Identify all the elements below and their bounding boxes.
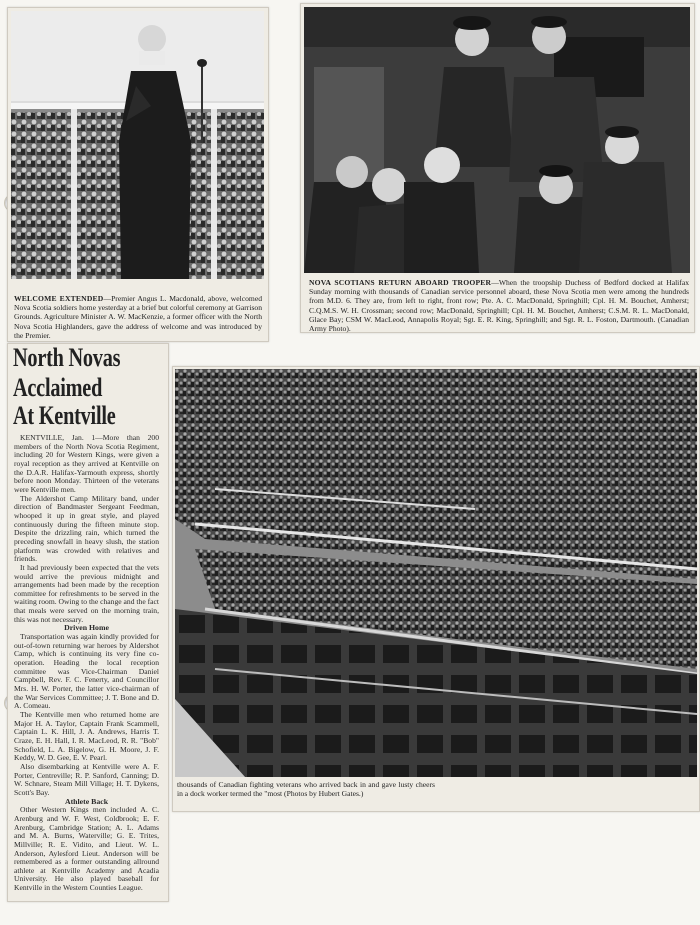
article-paragraph-7: Other Western Kings men included A. C. Arenburg and W. F. West, Coldbrook; E. F. Arenburg, Cambridge Station; A. L. Adams and M. A. Burns, Waterville; G. E. Trites, Millville; R. E. Vidito, and Lieut. W. L. Anderson, Aylesford Lieut. Anderson will be remembered as a former outstanding allround athlete at Kentville Academy and Acadia University. He also played baseball for Kentville in the Western Counties League.: [14, 805, 159, 893]
article-body: [14, 434, 159, 893]
article-paragraph-4: Transportation was again kindly provided for out-of-town returning war heroes by Aldershot Camp, which is continuing its very fine co-operation. Heading the local reception committee was Vice-Chairman Daniel Campbell, Rev. F. C. Fenerty, and Councillor Mrs. H. W. Porter, the latter vice-chairman of the War Services Committee; J. T. Bone and D. A. Comeau.: [14, 632, 159, 711]
article-paragraph-6: Also disembarking at Kentville were A. F. Porter, Centreville; R. P. Sanford, Canning; D. W. Schnare, Steam Mill Village; H. T. Dykens, Scott's Bay.: [14, 761, 159, 797]
clipping-article: [7, 343, 169, 902]
ship-caption-text: thousands of Canadian fighting veterans who arrived back in and gave lusty cheers in a dock worker termed the "most (Photos by Hubert Gates.): [177, 780, 435, 799]
clipping-soldiers: [300, 3, 695, 333]
article-paragraph-3: It had previously been expected that the vets would arrive the previous midnight and arrangements had been made by the reception committee for refreshments to be served in the waiting room. Owing to the change and the fact that meals were served on the morning train, this was not necessary.: [14, 562, 159, 624]
article-headline-line-3: At Kentville: [13, 401, 116, 430]
ship-photo: [175, 369, 697, 777]
premier-caption-text: —Premier Angus L. Macdonald, above, welcomed Nova Scotia soldiers home yesterday at a brief but colorful ceremony at Garrison Grounds. Agriculture Minister A. W. MacKenzie, a former officer with the North Nova Scotia Highlanders, gave the address of welcome and was introduced by the Premier.: [14, 294, 262, 340]
premier-photo: [11, 11, 264, 279]
article-subhead-athlete-back: Athlete Back: [64, 796, 109, 806]
soldiers-caption: [309, 278, 689, 333]
soldiers-photo: [304, 7, 690, 273]
soldiers-caption-lead: NOVA SCOTIANS RETURN ABOARD TROOPER: [309, 278, 492, 287]
clipping-ship: [172, 366, 700, 812]
article-paragraph-1: KENTVILLE, Jan. 1—More than 200 members of the North Nova Scotia Regiment, including 20 for Western Kings, were given a royal reception as they arrived at Kentville on the D.A.R. Halifax-Yarmouth express, shortly before noon Monday. Thirteen of the veterans were Kentville men.: [14, 433, 159, 494]
article-subhead-driven-home: Driven Home: [64, 623, 109, 633]
premier-caption: [14, 294, 262, 340]
article-headline-line-2: Acclaimed: [13, 373, 103, 402]
premier-caption-lead: WELCOME EXTENDED: [14, 294, 104, 303]
soldiers-caption-text: —When the troopship Duchess of Bedford docked at Halifax Sunday morning with thousands of Canadian service personnel aboard, these Nova Scotia men were among the hundreds from M.D. 6. They are, from left to right, front row; Pte. A. C. MacDonald, Springhill; Cpl. H. M. Bouchet, Amherst; C.Q.M.S. W. H. Crossman; second row; MacDonald, Springhill; Cpl. H. M. Bouchet, Amherst; C.S.M. R. L. MacDonald, Glace Bay; CSM W. MacLeod, Annapolis Royal; Sgt. E. R. King, Springhill; and Sgt. R. L. Foston, Dartmouth. (Canadian Army Photo).: [309, 278, 689, 334]
article-paragraph-5: The Kentville men who returned home are Major H. A. Taylor, Captain Frank Scammell, Captain L. K. Hill, J. A. Andrews, Harris T. Craze, E. H. Hall, I. R. MacLeod, R. R. "Bob" Schofield, L. A. Bigelow, G. H. Moore, J. F. Keddy, W. D. Gee, E. V. Pearl.: [14, 710, 159, 763]
ship-caption: [177, 780, 435, 798]
article-headline-line-1: North Novas: [13, 343, 121, 372]
clipping-premier: [7, 7, 269, 342]
article-paragraph-2: The Aldershot Camp Military band, under direction of Bandmaster Sergeant Feedman, whooped it up in great style, and played continuously during the fifteen minute stop. Despite the drizzling rain, which turned the preceding snowfall in heavy slush, the station platform was crowded with relatives and friends.: [14, 493, 159, 564]
